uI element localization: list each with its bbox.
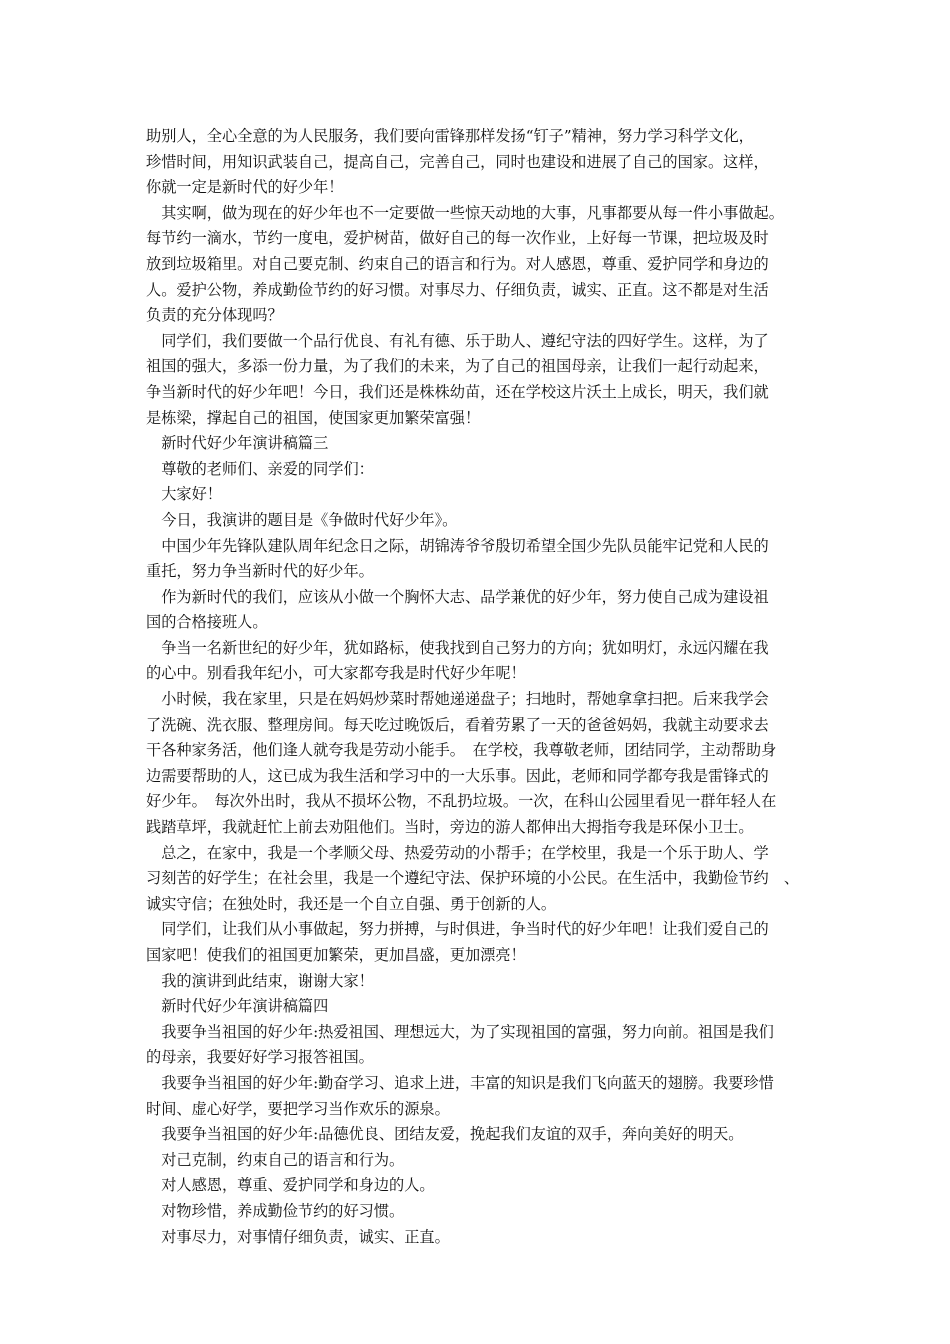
text-line: 我要争当祖国的好少年:品德优良、团结友爱，挽起我们友谊的双手，奔向美好的明天。 [146, 1125, 744, 1144]
text-line: 总之，在家中，我是一个孝顺父母、热爱劳动的小帮手；在学校里，我是一个乐于助人、学 [146, 843, 769, 862]
text-line: 边需要帮助的人，这已成为我生活和学习中的一大乐事。因此，老师和同学都夸我是雷锋式的 [146, 766, 769, 785]
text-line: 践踏草坪，我就赶忙上前去劝阻他们。当时，旁边的游人都伸出大拇指夸我是环保小卫士。 [146, 818, 754, 837]
text-line: 的母亲，我要好好学习报答祖国。 [146, 1048, 374, 1067]
text-line: 同学们，让我们从小事做起，努力拼搏，与时俱进，争当时代的好少年吧！让我们爱自己的 [146, 920, 769, 939]
text-line: 你就一定是新时代的好少年！ [146, 178, 344, 197]
text-line: 放到垃圾箱里。对自己要克制、约束自己的语言和行为。对人感恩，尊重、爱护同学和身边的 [146, 254, 769, 273]
text-line: 的心中。别看我年纪小，可大家都夸我是时代好少年呢！ [146, 664, 526, 683]
text-line: 争当一名新世纪的好少年，犹如路标，使我找到自己努力的方向；犹如明灯，永远闪耀在我 [146, 638, 769, 657]
text-line: 干各种家务活，他们逢人就夸我是劳动小能手。 在学校，我尊敬老师，团结同学，主动帮助身 [146, 741, 777, 760]
text-line: 是栋梁，撑起自己的祖国，使国家更加繁荣富强！ [146, 408, 481, 427]
text-line: 助别人，全心全意的为人民服务，我们要向雷锋那样发扬“钉子”精神，努力学习科学文化， [146, 127, 754, 145]
text-line: 祖国的强大，多添一份力量，为了我们的未来，为了自己的祖国母亲，让我们一起行动起来， [146, 357, 769, 376]
text-line: 习刻苦的好学生；在社会里，我是一个遵纪守法、保护环境的小公民。在生活中，我勤俭节约 、 [146, 869, 800, 888]
text-line: 争当新时代的好少年吧！今日，我们还是株株幼苗，还在学校这片沃土上成长，明天，我们就 [146, 382, 769, 401]
text-line: 对己克制，约束自己的语言和行为。 [146, 1150, 405, 1169]
document-body [146, 124, 814, 1250]
text-line: 时间、虚心好学，要把学习当作欢乐的源泉。 [146, 1099, 450, 1118]
text-line: 重托，努力争当新时代的好少年。 [146, 562, 374, 581]
text-line: 对人感恩，尊重、爱护同学和身边的人。 [146, 1176, 435, 1195]
text-line: 其实啊，做为现在的好少年也不一定要做一些惊天动地的大事，凡事都要从每一件小事做起。 [146, 203, 784, 222]
text-line: 诚实守信；在独处时，我还是一个自立自强、勇于创新的人。 [146, 894, 557, 913]
text-line: 负责的充分体现吗？ [146, 306, 283, 325]
text-line: 人。爱护公物，养成勤俭节约的好习惯。对事尽力、仔细负责，诚实、正直。这不都是对生活 [146, 280, 769, 299]
text-line: 新时代好少年演讲稿篇三 [146, 434, 329, 453]
text-line: 我要争当祖国的好少年:勤奋学习、追求上进，丰富的知识是我们飞向蓝天的翅膀。我要珍惜 [146, 1073, 774, 1092]
text-line: 小时候，我在家里，只是在妈妈炒菜时帮她递递盘子；扫地时，帮她拿拿扫把。后来我学会 [146, 690, 769, 709]
text-line: 我的演讲到此结束，谢谢大家！ [146, 971, 374, 990]
text-line: 大家好！ [146, 485, 222, 504]
text-line: 了洗碗、洗衣服、整理房间。每天吃过晚饭后，看着劳累了一天的爸爸妈妈，我就主动要求去 [146, 715, 769, 734]
text-line: 中国少年先锋队建队周年纪念日之际，胡锦涛爷爷殷切希望全国少先队员能牢记党和人民的 [146, 536, 769, 555]
text-line: 对事尽力，对事情仔细负责，诚实、正直。 [146, 1227, 450, 1246]
text-line: 国家吧！使我们的祖国更加繁荣，更加昌盛，更加漂亮！ [146, 946, 526, 964]
text-line: 对物珍惜，养成勤俭节约的好习惯。 [146, 1201, 405, 1220]
text-line: 作为新时代的我们，应该从小做一个胸怀大志、品学兼优的好少年，努力使自己成为建设祖 [146, 587, 769, 606]
text-line: 国的合格接班人。 [146, 613, 268, 632]
text-line: 新时代好少年演讲稿篇四 [146, 997, 329, 1016]
text-line: 珍惜时间，用知识武装自己，提高自己，完善自己，同时也建设和进展了自己的国家。这样， [146, 152, 769, 171]
text-line: 我要争当祖国的好少年:热爱祖国、理想远大，为了实现祖国的富强，努力向前。祖国是我们 [146, 1022, 774, 1041]
text-line: 同学们，我们要做一个品行优良、有礼有德、乐于助人、遵纪守法的四好学生。这样，为了 [146, 331, 769, 350]
text-line: 好少年。 每次外出时，我从不损坏公物，不乱扔垃圾。一次，在科山公园里看见一群年轻人在 [146, 792, 777, 811]
text-line: 尊敬的老师们、亲爱的同学们： [146, 459, 374, 478]
text-line: 每节约一滴水，节约一度电，爱护树苗，做好自己的每一次作业，上好每一节课，把垃圾及时 [146, 229, 769, 248]
text-line: 今日，我演讲的题目是《争做时代好少年》。 [146, 510, 458, 529]
